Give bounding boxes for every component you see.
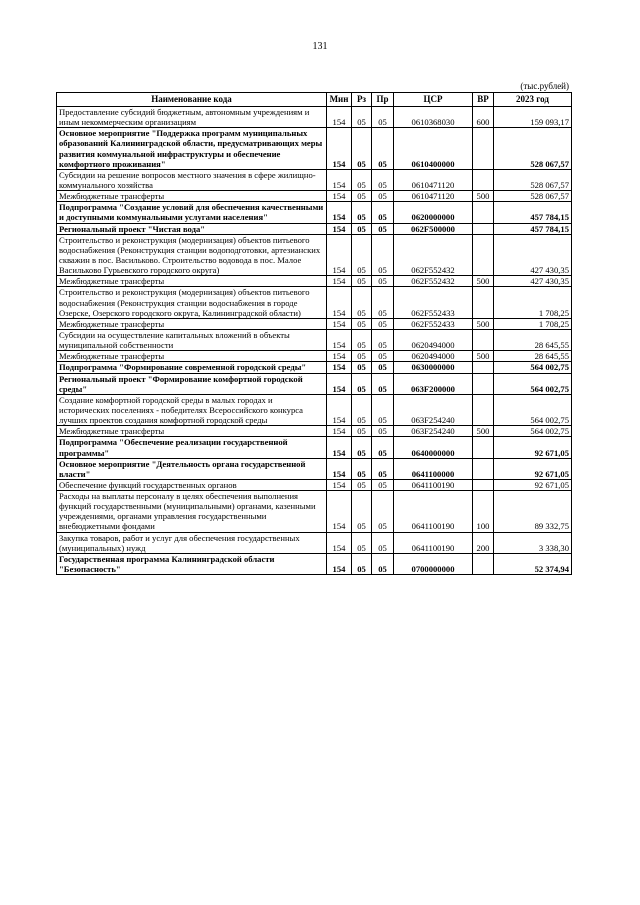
cell-name: Межбюджетные трансферты — [57, 351, 327, 362]
cell-csr: 062F500000 — [394, 223, 473, 234]
cell-amount: 427 430,35 — [494, 276, 572, 287]
cell-amount: 564 002,75 — [494, 362, 572, 373]
cell-vr — [473, 553, 494, 574]
budget-table — [56, 92, 572, 575]
cell-pr: 05 — [372, 362, 394, 373]
cell-name: Региональный проект "Формирование комфортной городской среды" — [57, 373, 327, 394]
cell-amount: 159 093,17 — [494, 107, 572, 128]
cell-rz: 05 — [352, 437, 372, 458]
cell-pr: 05 — [372, 223, 394, 234]
cell-csr: 0620494000 — [394, 329, 473, 350]
cell-rz: 05 — [352, 169, 372, 190]
table-row — [57, 318, 572, 329]
table-row — [57, 394, 572, 425]
table-row — [57, 362, 572, 373]
cell-vr — [473, 479, 494, 490]
cell-pr: 05 — [372, 169, 394, 190]
cell-rz: 05 — [352, 329, 372, 350]
cell-vr: 500 — [473, 191, 494, 202]
cell-name: Подпрограмма "Создание условий для обеспечения качественными и доступными коммунальными услугами населения" — [57, 202, 327, 223]
cell-rz: 05 — [352, 191, 372, 202]
cell-amount: 1 708,25 — [494, 318, 572, 329]
table-row — [57, 287, 572, 318]
cell-name: Подпрограмма "Обеспечение реализации государственной программы" — [57, 437, 327, 458]
cell-name: Субсидии на осуществление капитальных вложений в объекты муниципальной собственности — [57, 329, 327, 350]
cell-rz: 05 — [352, 128, 372, 170]
cell-vr: 500 — [473, 318, 494, 329]
cell-amount: 52 374,94 — [494, 553, 572, 574]
cell-vr: 500 — [473, 426, 494, 437]
cell-vr — [473, 128, 494, 170]
cell-amount: 89 332,75 — [494, 491, 572, 533]
cell-csr: 0641100190 — [394, 491, 473, 533]
cell-min: 154 — [327, 318, 352, 329]
cell-name: Закупка товаров, работ и услуг для обеспечения государственных (муниципальных) нужд — [57, 532, 327, 553]
cell-pr: 05 — [372, 553, 394, 574]
cell-rz: 05 — [352, 276, 372, 287]
table-row — [57, 202, 572, 223]
page-number: 131 — [312, 41, 328, 52]
table-row — [57, 426, 572, 437]
cell-pr: 05 — [372, 107, 394, 128]
cell-pr: 05 — [372, 437, 394, 458]
cell-rz: 05 — [352, 318, 372, 329]
cell-csr: 0610400000 — [394, 128, 473, 170]
cell-min: 154 — [327, 287, 352, 318]
cell-min: 154 — [327, 532, 352, 553]
table-row — [57, 373, 572, 394]
cell-min: 154 — [327, 202, 352, 223]
table-row — [57, 351, 572, 362]
cell-csr: 0610471120 — [394, 191, 473, 202]
header-year: 2023 год — [494, 93, 572, 107]
header-csr: ЦСР — [394, 93, 473, 107]
cell-pr: 05 — [372, 532, 394, 553]
cell-csr: 063F200000 — [394, 373, 473, 394]
cell-rz: 05 — [352, 479, 372, 490]
cell-vr: 100 — [473, 491, 494, 533]
cell-name: Региональный проект "Чистая вода" — [57, 223, 327, 234]
cell-vr: 200 — [473, 532, 494, 553]
cell-vr — [473, 458, 494, 479]
cell-min: 154 — [327, 362, 352, 373]
cell-pr: 05 — [372, 276, 394, 287]
cell-rz: 05 — [352, 287, 372, 318]
cell-vr — [473, 329, 494, 350]
cell-min: 154 — [327, 276, 352, 287]
cell-csr: 0610368030 — [394, 107, 473, 128]
cell-csr: 0641100000 — [394, 458, 473, 479]
cell-min: 154 — [327, 107, 352, 128]
cell-vr — [473, 373, 494, 394]
cell-rz: 05 — [352, 223, 372, 234]
cell-min: 154 — [327, 426, 352, 437]
cell-vr: 500 — [473, 351, 494, 362]
header-rz: Рз — [352, 93, 372, 107]
cell-amount: 1 708,25 — [494, 287, 572, 318]
cell-amount: 528 067,57 — [494, 191, 572, 202]
cell-csr: 063F254240 — [394, 426, 473, 437]
cell-csr: 0610471120 — [394, 169, 473, 190]
header-vr: ВР — [473, 93, 494, 107]
cell-rz: 05 — [352, 532, 372, 553]
cell-rz: 05 — [352, 107, 372, 128]
cell-min: 154 — [327, 458, 352, 479]
cell-name: Создание комфортной городской среды в малых городах и исторических поселениях - победителях Всероссийского конкурса лучших проектов создания комфортной городской среды — [57, 394, 327, 425]
table-row — [57, 532, 572, 553]
cell-csr: 062F552432 — [394, 234, 473, 276]
header-name: Наименование кода — [57, 93, 327, 107]
cell-name: Межбюджетные трансферты — [57, 318, 327, 329]
cell-csr: 0700000000 — [394, 553, 473, 574]
cell-amount: 28 645,55 — [494, 351, 572, 362]
cell-min: 154 — [327, 553, 352, 574]
table-row — [57, 437, 572, 458]
cell-pr: 05 — [372, 491, 394, 533]
cell-name: Основное мероприятие "Деятельность органа государственной власти" — [57, 458, 327, 479]
cell-csr: 0620494000 — [394, 351, 473, 362]
cell-amount: 427 430,35 — [494, 234, 572, 276]
cell-amount: 3 338,30 — [494, 532, 572, 553]
cell-amount: 457 784,15 — [494, 202, 572, 223]
cell-vr — [473, 202, 494, 223]
table-row — [57, 458, 572, 479]
cell-amount: 28 645,55 — [494, 329, 572, 350]
cell-rz: 05 — [352, 234, 372, 276]
cell-min: 154 — [327, 394, 352, 425]
cell-vr — [473, 437, 494, 458]
unit-note: (тыс.рублей) — [520, 81, 569, 91]
cell-name: Основное мероприятие "Поддержка программ муниципальных образований Калининградской области, предусматривающих меры развития коммунальной инфраструктуры и обеспечение комфортного проживания" — [57, 128, 327, 170]
table-row — [57, 128, 572, 170]
cell-min: 154 — [327, 437, 352, 458]
cell-name: Межбюджетные трансферты — [57, 191, 327, 202]
cell-rz: 05 — [352, 458, 372, 479]
header-pr: Пр — [372, 93, 394, 107]
cell-pr: 05 — [372, 287, 394, 318]
cell-amount: 92 671,05 — [494, 479, 572, 490]
cell-pr: 05 — [372, 318, 394, 329]
table-row — [57, 191, 572, 202]
cell-vr: 500 — [473, 276, 494, 287]
cell-pr: 05 — [372, 351, 394, 362]
cell-rz: 05 — [352, 426, 372, 437]
cell-pr: 05 — [372, 202, 394, 223]
cell-name: Предоставление субсидий бюджетным, автономным учреждениям и иным некоммерческим организациям — [57, 107, 327, 128]
cell-pr: 05 — [372, 234, 394, 276]
table-row — [57, 107, 572, 128]
cell-name: Межбюджетные трансферты — [57, 276, 327, 287]
cell-name: Расходы на выплаты персоналу в целях обеспечения выполнения функций государственными (муниципальными) органами, казенными учреждениями, органами управления государственными внебюджетными фондами — [57, 491, 327, 533]
cell-vr: 600 — [473, 107, 494, 128]
table-row — [57, 276, 572, 287]
table-body — [57, 107, 572, 575]
cell-csr: 0640000000 — [394, 437, 473, 458]
cell-rz: 05 — [352, 351, 372, 362]
cell-min: 154 — [327, 479, 352, 490]
cell-min: 154 — [327, 223, 352, 234]
cell-vr — [473, 223, 494, 234]
cell-vr — [473, 234, 494, 276]
cell-name: Подпрограмма "Формирование современной городской среды" — [57, 362, 327, 373]
cell-name: Строительство и реконструкция (модернизация) объектов питьевого водоснабжения (Реконструкция станции водоснабжения в городе Озерске, Озерского городского округа, Калининградской области) — [57, 287, 327, 318]
cell-min: 154 — [327, 128, 352, 170]
cell-vr — [473, 169, 494, 190]
cell-pr: 05 — [372, 479, 394, 490]
cell-min: 154 — [327, 373, 352, 394]
cell-pr: 05 — [372, 426, 394, 437]
cell-name: Межбюджетные трансферты — [57, 426, 327, 437]
cell-rz: 05 — [352, 553, 372, 574]
table-row — [57, 491, 572, 533]
cell-amount: 528 067,57 — [494, 169, 572, 190]
cell-vr — [473, 287, 494, 318]
table-row — [57, 553, 572, 574]
table-row — [57, 234, 572, 276]
cell-vr — [473, 362, 494, 373]
cell-amount: 457 784,15 — [494, 223, 572, 234]
table-row — [57, 223, 572, 234]
cell-amount: 92 671,05 — [494, 437, 572, 458]
cell-amount: 564 002,75 — [494, 426, 572, 437]
cell-amount: 528 067,57 — [494, 128, 572, 170]
cell-pr: 05 — [372, 329, 394, 350]
header-min: Мин — [327, 93, 352, 107]
cell-amount: 564 002,75 — [494, 373, 572, 394]
table-row — [57, 169, 572, 190]
cell-amount: 92 671,05 — [494, 458, 572, 479]
cell-pr: 05 — [372, 191, 394, 202]
cell-csr: 0620000000 — [394, 202, 473, 223]
cell-min: 154 — [327, 191, 352, 202]
cell-pr: 05 — [372, 128, 394, 170]
cell-name: Строительство и реконструкция (модернизация) объектов питьевого водоснабжения (Реконструкция станции водоподготовки, артезианских скважин в пос. Васильково. Строительство водовода в пос. Малое Васильково Гурьевского городского округа) — [57, 234, 327, 276]
cell-vr — [473, 394, 494, 425]
cell-pr: 05 — [372, 458, 394, 479]
table-header-row — [57, 93, 572, 107]
cell-min: 154 — [327, 169, 352, 190]
cell-min: 154 — [327, 491, 352, 533]
cell-name: Субсидии на решение вопросов местного значения в сфере жилищно-коммунального хозяйства — [57, 169, 327, 190]
cell-rz: 05 — [352, 362, 372, 373]
cell-rz: 05 — [352, 394, 372, 425]
cell-rz: 05 — [352, 373, 372, 394]
cell-amount: 564 002,75 — [494, 394, 572, 425]
cell-min: 154 — [327, 329, 352, 350]
cell-min: 154 — [327, 351, 352, 362]
cell-csr: 0641100190 — [394, 532, 473, 553]
cell-name: Обеспечение функций государственных органов — [57, 479, 327, 490]
cell-pr: 05 — [372, 394, 394, 425]
cell-csr: 063F254240 — [394, 394, 473, 425]
cell-csr: 062F552433 — [394, 287, 473, 318]
cell-csr: 0630000000 — [394, 362, 473, 373]
cell-rz: 05 — [352, 491, 372, 533]
cell-name: Государственная программа Калининградской области "Безопасность" — [57, 553, 327, 574]
cell-csr: 062F552432 — [394, 276, 473, 287]
cell-pr: 05 — [372, 373, 394, 394]
cell-csr: 062F552433 — [394, 318, 473, 329]
table-row — [57, 479, 572, 490]
cell-csr: 0641100190 — [394, 479, 473, 490]
cell-min: 154 — [327, 234, 352, 276]
cell-rz: 05 — [352, 202, 372, 223]
table-row — [57, 329, 572, 350]
